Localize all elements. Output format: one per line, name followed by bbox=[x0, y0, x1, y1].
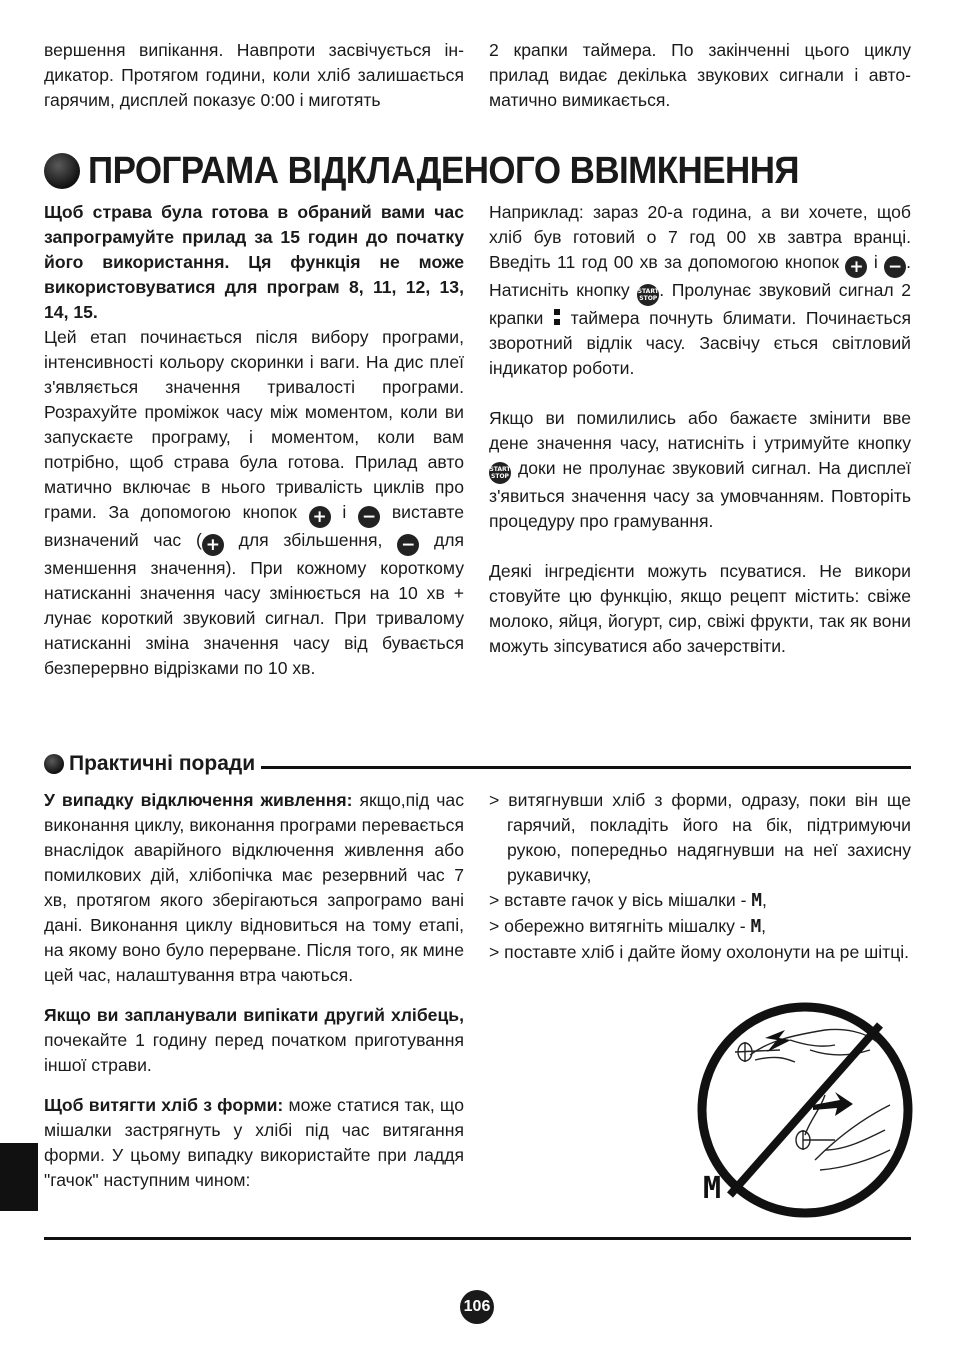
text-run: виставте визначений час ( bbox=[44, 502, 465, 550]
bottom-rule bbox=[44, 1237, 911, 1240]
section2-right-column bbox=[489, 788, 911, 965]
plus-button-icon: + bbox=[845, 256, 867, 278]
text-run: і bbox=[873, 252, 878, 272]
top-right-paragraph: 2 крапки таймера. По закінченні цього циклу прилад видає декілька звукових сигнали і автоматично вимикається. bbox=[489, 40, 911, 110]
text-run: для зменшення значення). При кожному короткому натисканні значення часу змінюється на 10 хв + лунає короткий звуковий сигнал. При тривалому натисканні зміна значення часу від бувається безперервно відрізками по 10 хв. bbox=[44, 530, 465, 678]
start-stop-button-icon bbox=[637, 284, 659, 306]
text-run: для збільшення, bbox=[238, 530, 383, 550]
section2-left-column bbox=[44, 788, 464, 1193]
start-stop-button-icon bbox=[489, 462, 511, 484]
text-run: Цей етап починається після вибору програми, інтенсивності кольору скоринки і ваги. На дис плеї з'являється значення тривалості програми. Розрахуйте проміжок часу між моментом, коли ви запускаєте програму, і моментом, коли вам потрібно, щоб страва була готова. Прилад авто матично включає в нього тривалість циклів про грами. За допомогою кнопок bbox=[44, 327, 464, 522]
text-run: . Пролунає звуковий сигнал 2 крапки bbox=[489, 280, 911, 328]
text-run: таймера почнуть блимати. Починається зворотний відлік часу. Засвічу ється світловий індикатор роботи. bbox=[489, 308, 911, 378]
section1-left-column bbox=[44, 200, 464, 681]
heading-rule bbox=[261, 766, 911, 769]
bullet-circle-icon bbox=[44, 754, 64, 774]
stop-label: STOP bbox=[639, 295, 658, 302]
text-run: може статися так, що мішалки застрягнуть у хлібі під час витягання форми. У цьому випадку використайте при ладдя "гачок" наступним чином: bbox=[44, 1095, 464, 1190]
illustration-label: M bbox=[703, 1171, 722, 1206]
text-run: > обережно витягніть мішалку - bbox=[489, 916, 746, 936]
program-timing-paragraph bbox=[44, 325, 464, 681]
timer-colon-icon bbox=[553, 306, 561, 328]
language-tab-marker bbox=[0, 1143, 38, 1211]
text-run: . Натисніть кнопку bbox=[489, 252, 912, 300]
text-run: Якщо ви помилились або бажаєте змінити вве дене значення часу, натисніть і утримуйте кнопку bbox=[489, 408, 911, 453]
bold-intro: Щоб страва була готова в обраний вами час запрограмуйте прилад за 15 годин до початку його використання. Ця функція не може використовуватися для програм 8, 11, 12, 13, 14, 15. bbox=[44, 202, 464, 322]
page-number: 106 bbox=[460, 1290, 494, 1324]
section-heading-delay-start bbox=[44, 148, 861, 194]
top-left-text bbox=[44, 38, 464, 113]
section-title: Практичні поради bbox=[69, 752, 256, 775]
top-left-paragraph: вершення випікання. Навпроти засвічується індикатор. Протягом години, коли хліб залишається гарячим, дисплей показує 0:00 і миготять bbox=[44, 40, 464, 110]
list-item: > витягнувши хліб з форми, одразу, поки він ще гарячий, покладіть його на бік, підтримуючи рукою, попередньо надягнувши на неї захисну рукавичку, bbox=[489, 790, 911, 885]
remove-bread-paragraph bbox=[44, 1093, 464, 1193]
minus-button-icon: − bbox=[358, 506, 380, 528]
plus-button-icon: + bbox=[309, 506, 331, 528]
minus-button-icon: − bbox=[884, 256, 906, 278]
text-run: і bbox=[342, 502, 347, 522]
error-paragraph bbox=[489, 406, 911, 534]
list-item: > поставте хліб і дайте йому охолонути на ре шітці. bbox=[489, 942, 910, 962]
bold-lead: Щоб витягти хліб з форми: bbox=[44, 1095, 284, 1115]
bold-lead: У випадку відключення живлення: bbox=[44, 790, 353, 810]
plus-button-icon: + bbox=[202, 534, 224, 556]
example-paragraph bbox=[489, 200, 911, 381]
bold-lead: Якщо ви запланували випікати другий хлібець, bbox=[44, 1005, 464, 1025]
list-item: > обережно витягніть мішалку - M, bbox=[489, 916, 767, 937]
text-run: почекайте 1 годину перед початком приготування іншої страви. bbox=[44, 1030, 464, 1075]
stop-label: STOP bbox=[491, 473, 509, 480]
text-run: доки не пролунає звуковий сигнал. На дисплеї з'явиться значення часу за умовчанням. Повторіть процедуру про грамування. bbox=[489, 458, 911, 531]
section1-right-column bbox=[489, 200, 911, 659]
hook-removal-illustration bbox=[695, 1000, 915, 1220]
list-item: > вставте гачок у вісь мішалки - M, bbox=[489, 890, 767, 911]
text-run: Наприклад: зараз 20-а година, а ви хочете, щоб хліб був готовий о 7 год 00 хв завтра вранці. Введіть 11 год 00 хв за допомогою кнопок bbox=[489, 202, 911, 272]
text-run: якщо,під час виконання циклу, виконання програми перевається внаслідок аварійного відключення живлення або помилкових дій, хлібопічка має резервний час 7 хв, протягом якого зберігаються запрограмо вані дані. Виконання циклу відновиться на тому етапі, на якому воно було перерване. Після того, як мине цей час, налаштування втра чаються. bbox=[44, 790, 465, 985]
bullet-circle-icon bbox=[44, 153, 80, 189]
marker-m: M bbox=[750, 917, 762, 937]
second-loaf-paragraph bbox=[44, 1003, 464, 1078]
minus-button-icon: − bbox=[397, 534, 419, 556]
start-label: START bbox=[637, 288, 659, 295]
section-heading-tips bbox=[44, 750, 911, 778]
marker-m: M bbox=[751, 891, 762, 911]
text-run: > вставте гачок у вісь мішалки - bbox=[489, 890, 747, 910]
section-title: ПРОГРАМА ВІДКЛАДЕНОГО ВВІМКНЕННЯ bbox=[88, 149, 799, 192]
power-failure-paragraph bbox=[44, 788, 464, 988]
start-label: START bbox=[489, 466, 511, 473]
top-right-text bbox=[489, 38, 911, 113]
warning-paragraph: Деякі інгредієнти можуть псуватися. Не викори стовуйте цю функцію, якщо рецепт містить: свіже молоко, яйця, йогурт, сир, свіжі фрукти, так як вони можуть зіпсуватися або зачерствіти. bbox=[489, 561, 911, 656]
